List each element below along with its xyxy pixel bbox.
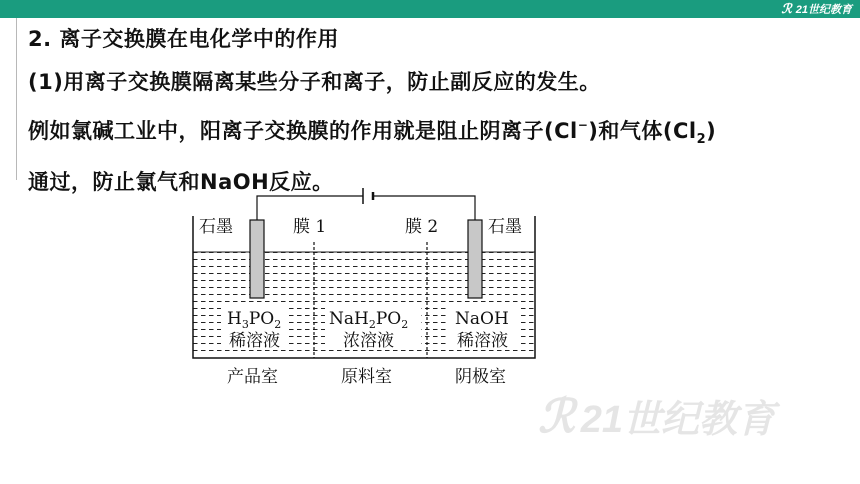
membrane-2-label: 膜 2 [405, 217, 439, 237]
brand-logo [781, 1, 852, 17]
watermark [538, 388, 775, 443]
paragraph-line-2 [28, 104, 848, 161]
paragraph-line-3: 通过，防止氯气和NaOH反应。 [28, 170, 334, 194]
left-divider [16, 18, 17, 180]
watermark-text: 21世纪教育 [580, 399, 775, 441]
graphite-electrode-left [250, 220, 264, 298]
top-bar [0, 0, 860, 18]
chamber-name-feed: 原料室 [341, 367, 392, 387]
chamber-name-product: 产品室 [227, 367, 278, 387]
chlorine-subscript: 2 [696, 132, 707, 147]
chamber-name-cathode: 阴极室 [455, 367, 506, 387]
paragraph-line-1: (1)用离子交换膜隔离某些分子和离子，防止副反应的发生。 [28, 70, 601, 94]
runner-logo-icon: ℛ [781, 1, 792, 16]
watermark-runner-icon: ℛ [538, 389, 575, 442]
solution-label-3: 稀溶液 [457, 331, 508, 351]
solute-label-1: $H_3PO_2$ [227, 309, 282, 331]
electrode-label-left: 石墨 [199, 217, 233, 237]
electrolysis-diagram [185, 186, 545, 396]
graphite-electrode-right [468, 220, 482, 298]
solute-label-3: NaOH [455, 309, 509, 329]
solute-label-2: $NaH_2PO_2$ [329, 309, 409, 331]
solution-label-2: 浓溶液 [343, 331, 394, 351]
solution-label-1: 稀溶液 [229, 331, 280, 351]
chloride-charge: − [577, 118, 589, 132]
membrane-1-label: 膜 1 [293, 217, 327, 237]
line2-part1: 例如氯碱工业中，阳离子交换膜的作用就是阻止阴离子(Cl [28, 119, 578, 143]
line2-part2: )和气体(Cl [588, 119, 697, 143]
line2-part3: ) [706, 119, 717, 143]
electrode-label-right: 石墨 [488, 217, 522, 237]
electrolysis-cell-svg [185, 186, 545, 392]
content-text [28, 18, 848, 204]
brand-logo-text: 21世纪教育 [795, 4, 852, 16]
section-heading: 2. 离子交换膜在电化学中的作用 [28, 27, 339, 51]
